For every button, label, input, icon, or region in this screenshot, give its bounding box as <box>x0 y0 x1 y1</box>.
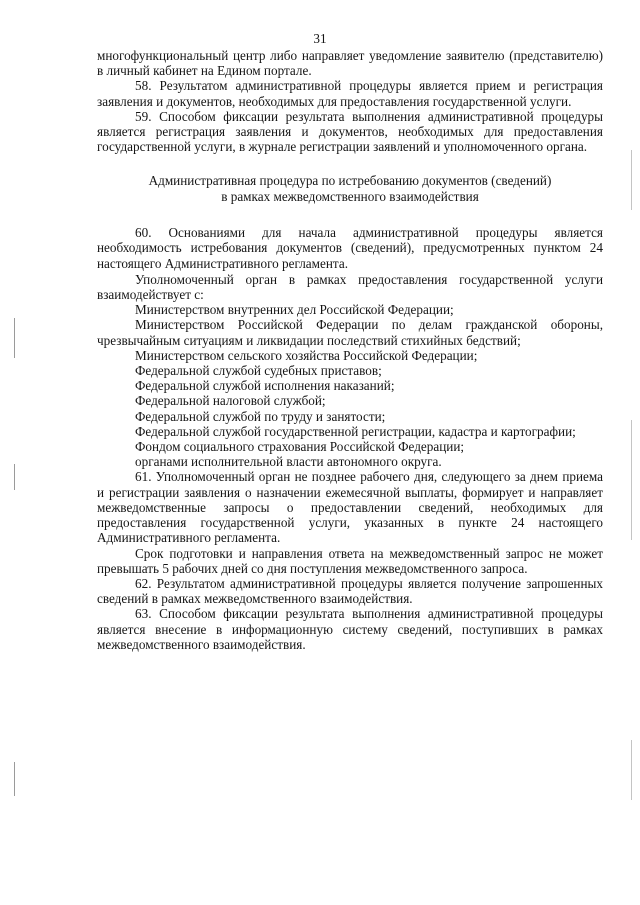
agency-list-item: органами исполнительной власти автономного округа. <box>135 454 442 470</box>
paragraph-60-intro: Уполномоченный орган в рамках предоставления государственной услуги взаимодействует с: <box>97 271 603 303</box>
paragraph-57-continuation: многофункциональный центр либо направляет уведомление заявителю (представителю) в личный кабинет на Едином портале. <box>97 48 603 79</box>
section-heading-line-2: в рамках межведомственного взаимодействия <box>221 188 479 204</box>
paragraph-60: 60. Основаниями для начала административной процедуры является необходимость истребования документов (сведений), предусмотренных пунктом 24 настоящего Административного регламента. <box>97 225 603 271</box>
agency-list-item: Министерством внутренних дел Российской Федерации; <box>135 302 454 318</box>
agency-list-item: Федеральной службой судебных приставов; <box>135 363 382 379</box>
agency-list-item: Министерством Российской Федерации по делам гражданской обороны, чрезвычайным ситуациям и ликвидации последствий стихийных бедствий; <box>97 317 603 348</box>
scan-edge-left-bottom <box>14 762 15 796</box>
section-heading-line-1: Административная процедура по истребованию документов (сведений) <box>148 173 552 189</box>
agency-list-item: Федеральной службой по труду и занятости; <box>135 408 386 424</box>
agency-list-item: Федеральной службой исполнения наказаний; <box>135 378 395 394</box>
scan-edge-left-mid <box>14 464 15 490</box>
scan-edge-right-bottom <box>631 740 632 800</box>
agency-list-item: Фондом социального страхования Российской Федерации; <box>135 439 465 455</box>
paragraph-61: 61. Уполномоченный орган не позднее рабочего дня, следующего за днем приема и регистрации заявления о назначении ежемесячной выплаты, формирует и направляет межведомственные запросы о предоставлении сведений, необходимых для предоставления государственной услуги, указанных в пункте 24 настоящего Административного регламента. <box>97 469 603 546</box>
document-body <box>97 48 603 652</box>
paragraph-59: 59. Способом фиксации результата выполнения административной процедуры является регистрация заявления и документов, необходимых для предоставления государственной услуги, в журнале регистрации заявлений и уполномоченного органа. <box>97 108 603 155</box>
page-number: 31 <box>313 31 327 46</box>
paragraph-58: 58. Результатом административной процедуры является прием и регистрация заявления и документов, необходимых для предоставления государственной услуги. <box>97 78 603 109</box>
scan-edge-right-top <box>631 150 632 210</box>
scan-edge-right-mid <box>631 420 632 540</box>
paragraph-63: 63. Способом фиксации результата выполнения административной процедуры является внесение в информационную систему сведений, поступивших в рамках межведомственного взаимодействия. <box>97 606 603 652</box>
agency-list-item: Министерством сельского хозяйства Российской Федерации; <box>135 347 478 363</box>
paragraph-62: 62. Результатом административной процедуры является получение запрошенных сведений в рамках межведомственного взаимодействия. <box>97 575 603 607</box>
agency-list-item: Федеральной службой государственной регистрации, кадастра и картографии; <box>135 423 576 439</box>
agency-list-item: Федеральной налоговой службой; <box>135 393 326 409</box>
section-heading <box>97 173 603 204</box>
paragraph-61-term: Срок подготовки и направления ответа на межведомственный запрос не может превышать 5 рабочих дней со дня поступления межведомственного запроса. <box>97 545 603 576</box>
scan-edge-left-top <box>14 318 15 358</box>
